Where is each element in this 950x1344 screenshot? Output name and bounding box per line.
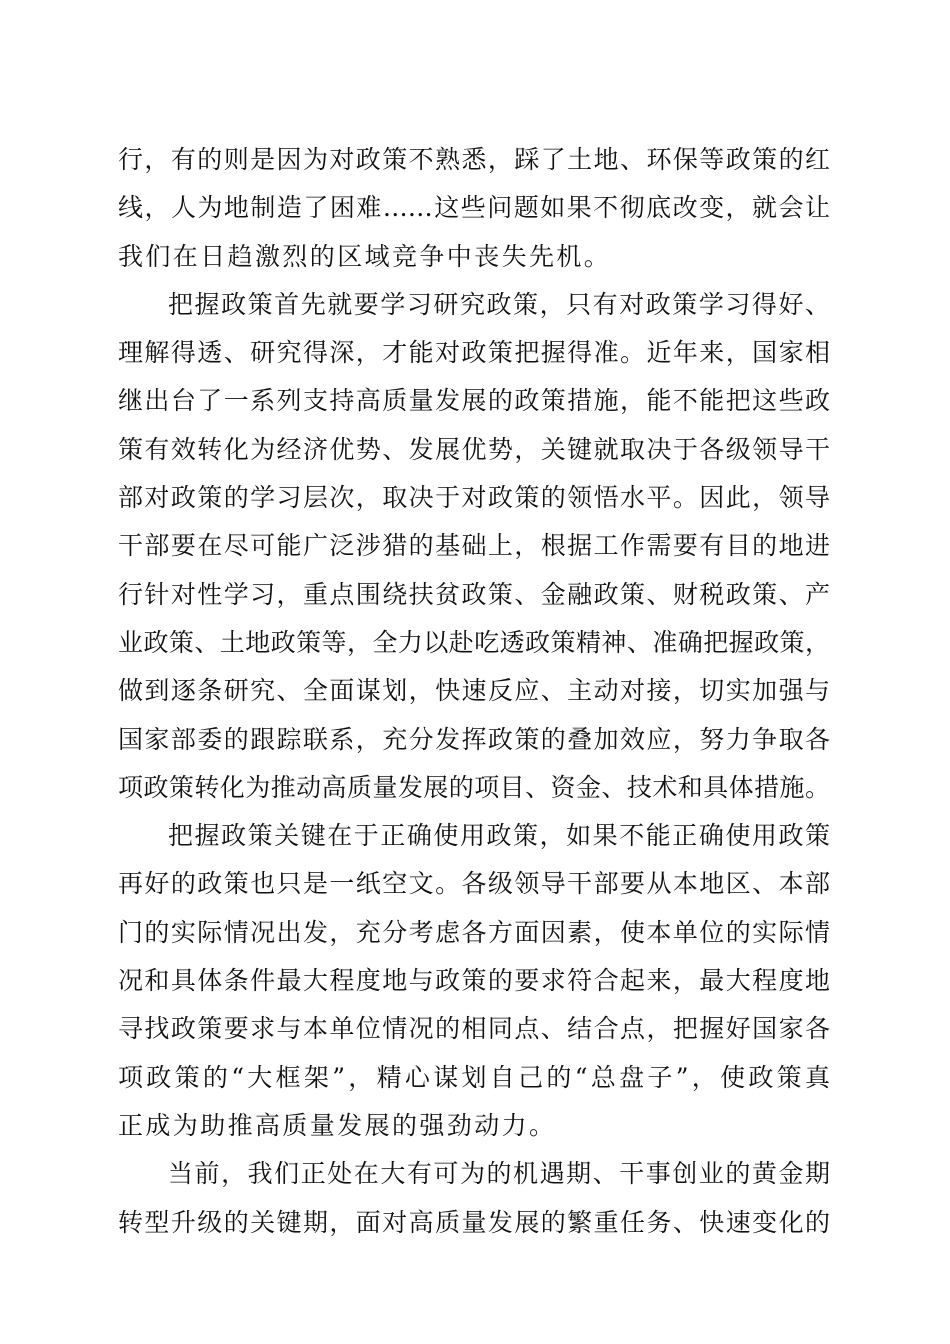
text-line: 寻找政策要求与本单位情况的相同点、结合点，把握好国家各 xyxy=(118,1014,830,1044)
text-line: 把握政策关键在于正确使用政策，如果不能正确使用政策 xyxy=(168,821,830,851)
text-line: 当前，我们正处在大有可为的机遇期、干事创业的黄金期 xyxy=(168,1159,830,1189)
text-line: 门的实际情况出发，充分考虑各方面因素，使本单位的实际情 xyxy=(118,917,830,947)
document-body xyxy=(118,136,830,1247)
paragraph-1 xyxy=(118,136,830,281)
text-line: 干部要在尽可能广泛涉猎的基础上，根据工作需要有目的地进 xyxy=(118,531,830,561)
text-line: 国家部委的跟踪联系，充分发挥政策的叠加效应，努力争取各 xyxy=(118,724,830,754)
text-line: 项政策转化为推动高质量发展的项目、资金、技术和具体措施。 xyxy=(118,772,830,802)
paragraph-2 xyxy=(118,281,830,812)
text-line: 做到逐条研究、全面谋划，快速反应、主动对接，切实加强与 xyxy=(118,676,830,706)
text-line: 把握政策首先就要学习研究政策，只有对政策学习得好、 xyxy=(168,289,830,319)
text-line: 转型升级的关键期，面对高质量发展的繁重任务、快速变化的 xyxy=(118,1207,830,1237)
paragraph-3 xyxy=(118,812,830,1150)
text-line: 业政策、土地政策等，全力以赴吃透政策精神、准确把握政策， xyxy=(118,627,830,657)
text-line: 况和具体条件最大程度地与政策的要求符合起来，最大程度地 xyxy=(118,966,830,996)
text-line: 正成为助推高质量发展的强劲动力。 xyxy=(118,1110,557,1140)
text-line: 项政策的“大框架”，精心谋划自己的“总盘子”，使政策真 xyxy=(118,1062,830,1092)
text-line: 行，有的则是因为对政策不熟悉，踩了土地、环保等政策的红 xyxy=(118,145,830,174)
text-line: 我们在日趋激烈的区域竞争中丧失先机。 xyxy=(118,241,612,271)
text-line: 再好的政策也只是一纸空文。各级领导干部要从本地区、本部 xyxy=(118,869,830,899)
text-line: 理解得透、研究得深，才能对政策把握得准。近年来，国家相 xyxy=(118,338,830,368)
text-line: 行针对性学习，重点围绕扶贫政策、金融政策、财税政策、产 xyxy=(118,579,830,609)
text-line: 继出台了一系列支持高质量发展的政策措施，能不能把这些政 xyxy=(118,386,830,416)
paragraph-4 xyxy=(118,1150,830,1247)
text-line: 策有效转化为经济优势、发展优势，关键就取决于各级领导干 xyxy=(118,434,830,464)
text-line: 部对政策的学习层次，取决于对政策的领悟水平。因此，领导 xyxy=(118,483,830,513)
text-line: 线，人为地制造了困难……这些问题如果不彻底改变，就会让 xyxy=(118,193,830,223)
